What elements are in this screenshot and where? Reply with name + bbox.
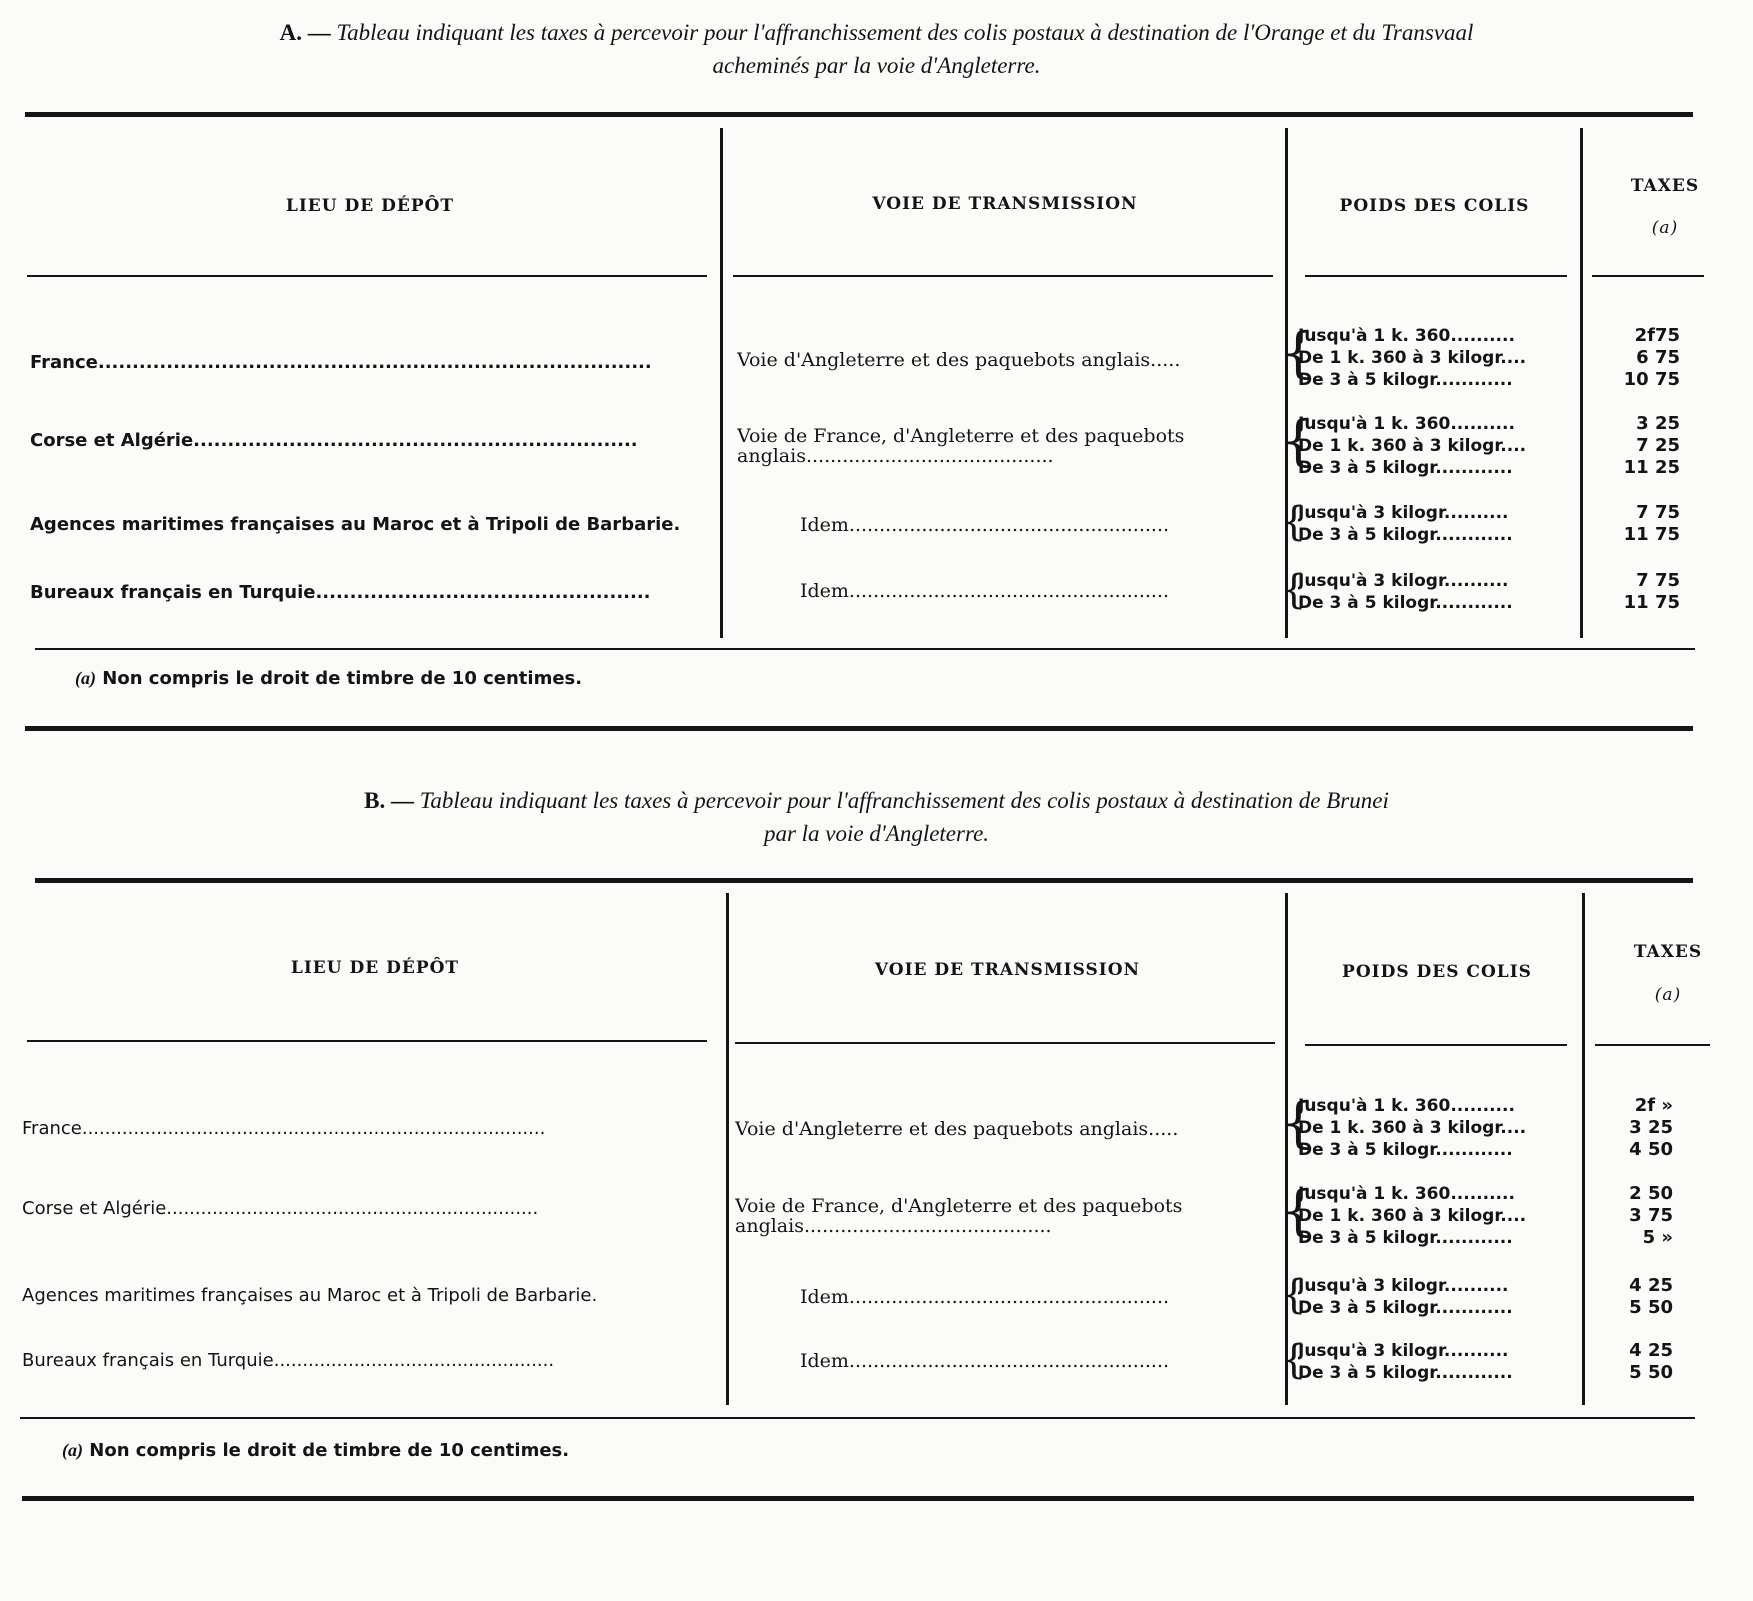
table-a-row4-lieu: Bureaux français en Turquie.................................................: [30, 582, 651, 603]
table-b-row2-poids-1: Jusqu'à 1 k. 360..........: [1298, 1184, 1515, 1204]
table-b-caption: [0, 784, 1753, 850]
table-b-row4-voie: Idem.....................................................: [800, 1350, 1170, 1372]
table-b-header-rule-4: [1595, 1044, 1710, 1046]
table-b-row2-brace: {: [1281, 1179, 1316, 1242]
table-a-footnote-text: Non compris le droit de timbre de 10 centimes.: [102, 668, 583, 689]
table-a-row2-tax-2: 7 25: [1636, 435, 1680, 456]
table-a-header-rule-3: [1305, 275, 1567, 277]
table-b-footnote-mark: (a): [62, 1440, 83, 1460]
table-a-row3-poids-2: De 3 à 5 kilogr............: [1298, 525, 1513, 545]
table-a-row3-tax-1: 7 75: [1636, 502, 1680, 523]
table-a-footnote-mark: (a): [75, 668, 96, 688]
table-a-caption: [0, 16, 1753, 82]
table-b-row4-poids-2: De 3 à 5 kilogr............: [1298, 1363, 1513, 1383]
table-b-header-poids: POIDS DES COLIS: [1342, 962, 1532, 982]
table-b-row4-brace: {: [1281, 1337, 1307, 1383]
table-b-row1-voie: Voie d'Angleterre et des paquebots anglais.....: [735, 1118, 1179, 1140]
table-a-closing-rule: [25, 726, 1693, 731]
table-b-bottom-rule: [20, 1417, 1695, 1419]
table-a-col-divider-3: [1580, 128, 1583, 638]
table-b-footnote-text: Non compris le droit de timbre de 10 centimes.: [89, 1440, 570, 1461]
table-a-row2-poids-1: Jusqu'à 1 k. 360..........: [1298, 414, 1515, 434]
table-a-row3-lieu: Agences maritimes françaises au Maroc et à Tripoli de Barbarie.: [30, 514, 681, 535]
table-b-header-taxes: TAXES: [1633, 942, 1703, 962]
table-a-row4-poids-2: De 3 à 5 kilogr............: [1298, 593, 1513, 613]
table-b-caption-line2: par la voie d'Angleterre.: [763, 821, 990, 846]
table-a-row3-voie: Idem.....................................................: [800, 514, 1170, 536]
table-a-row1-poids-2: De 1 k. 360 à 3 kilogr....: [1298, 348, 1527, 368]
table-a-header-taxes-note: (a): [1651, 218, 1679, 238]
table-a-row4-voie: Idem.....................................................: [800, 580, 1170, 602]
table-a-row1-poids-1: Jusqu'à 1 k. 360..........: [1298, 326, 1515, 346]
table-b-row2-tax-2: 3 75: [1629, 1205, 1673, 1226]
table-a-header-rule-1: [27, 275, 707, 277]
table-b-row1-poids-3: De 3 à 5 kilogr............: [1298, 1140, 1513, 1160]
table-b-row2-lieu: Corse et Algérie.................................................................: [22, 1198, 539, 1219]
table-a-header-poids: POIDS DES COLIS: [1339, 196, 1530, 216]
table-a-footnote: [75, 668, 582, 689]
table-a-row1-brace: {: [1281, 321, 1316, 384]
table-b-row4-lieu: Bureaux français en Turquie.................................................: [22, 1350, 555, 1371]
table-a-header-rule-2: [733, 275, 1273, 277]
table-a-top-rule: [25, 112, 1693, 117]
table-a-header-lieu: LIEU DE DÉPÔT: [285, 196, 455, 216]
table-b-row1-brace: {: [1281, 1091, 1316, 1154]
table-a-row3-tax-2: 11 75: [1623, 524, 1680, 545]
table-b-row1-tax-3: 4 50: [1629, 1139, 1673, 1160]
table-a-col-divider-1: [720, 128, 723, 638]
table-b-row3-lieu: Agences maritimes françaises au Maroc et à Tripoli de Barbarie.: [22, 1285, 598, 1306]
table-b-row1-poids-1: Jusqu'à 1 k. 360..........: [1298, 1096, 1515, 1116]
table-b-row2-poids-2: De 1 k. 360 à 3 kilogr....: [1298, 1206, 1527, 1226]
table-b-row1-poids-2: De 1 k. 360 à 3 kilogr....: [1298, 1118, 1527, 1138]
table-b-header-taxes-note: (a): [1654, 985, 1682, 1005]
table-a-header-rule-4: [1592, 275, 1704, 277]
table-a-row3-poids-1: Jusqu'à 3 kilogr..........: [1298, 503, 1509, 523]
table-b-letter: B. —: [364, 788, 414, 813]
table-a-row2-brace: {: [1281, 409, 1316, 472]
table-a-row4-brace: {: [1281, 567, 1307, 613]
table-b-row2-voie: Voie de France, d'Angleterre et des paquebots anglais.........................................: [735, 1196, 1183, 1237]
table-a-header-voie: VOIE DE TRANSMISSION: [872, 194, 1138, 214]
table-b-row3-voie: Idem.....................................................: [800, 1286, 1170, 1308]
table-a-header-taxes: TAXES: [1630, 176, 1700, 196]
table-a-row2-poids-2: De 1 k. 360 à 3 kilogr....: [1298, 436, 1527, 456]
table-b-row1-tax-2: 3 25: [1629, 1117, 1673, 1138]
table-a-row1-voie: Voie d'Angleterre et des paquebots anglais.....: [737, 349, 1181, 371]
table-a-row1-tax-3: 10 75: [1623, 369, 1680, 390]
table-a-row4-tax-2: 11 75: [1623, 592, 1680, 613]
table-b-col-divider-1: [726, 893, 729, 1405]
table-b-header-rule-1: [27, 1040, 707, 1042]
table-a-bottom-rule: [35, 648, 1695, 650]
table-b-footnote: [62, 1440, 569, 1461]
table-b-row3-brace: {: [1281, 1272, 1307, 1318]
table-b-row4-tax-1: 4 25: [1629, 1340, 1673, 1361]
table-a-row2-tax-3: 11 25: [1623, 457, 1680, 478]
table-b-header-rule-3: [1305, 1044, 1567, 1046]
table-a-row1-lieu: France.................................................................................: [30, 352, 652, 373]
table-b-row3-tax-2: 5 50: [1629, 1297, 1673, 1318]
table-b-row4-tax-2: 5 50: [1629, 1362, 1673, 1383]
table-a-row4-tax-1: 7 75: [1636, 570, 1680, 591]
table-a-letter: A. —: [279, 20, 331, 45]
table-a-row2-voie: Voie de France, d'Angleterre et des paquebots anglais.........................................: [737, 426, 1185, 467]
table-b-row1-tax-1: 2f »: [1634, 1095, 1673, 1116]
table-b-header-voie: VOIE DE TRANSMISSION: [874, 960, 1141, 980]
table-a-row3-brace: {: [1281, 499, 1307, 545]
table-a-row1-tax-1: 2f75: [1634, 325, 1680, 346]
table-a-row2-poids-3: De 3 à 5 kilogr............: [1298, 458, 1513, 478]
table-a-row4-poids-1: Jusqu'à 3 kilogr..........: [1298, 571, 1509, 591]
table-b-header-rule-2: [735, 1042, 1275, 1044]
table-b-closing-rule: [22, 1496, 1694, 1501]
table-b-row2-tax-1: 2 50: [1629, 1183, 1673, 1204]
table-a-row2-tax-1: 3 25: [1636, 413, 1680, 434]
table-b-row2-tax-3: 5 »: [1642, 1227, 1673, 1248]
table-b-header-lieu: LIEU DE DÉPÔT: [290, 958, 460, 978]
table-b-row2-poids-3: De 3 à 5 kilogr............: [1298, 1228, 1513, 1248]
table-a-row1-tax-2: 6 75: [1636, 347, 1680, 368]
table-b-row1-lieu: France.................................................................................: [22, 1118, 546, 1139]
table-a-row2-lieu: Corse et Algérie.................................................................: [30, 430, 638, 451]
table-b-row3-poids-1: Jusqu'à 3 kilogr..........: [1298, 1276, 1509, 1296]
table-b-row3-tax-1: 4 25: [1629, 1275, 1673, 1296]
table-b-col-divider-3: [1582, 893, 1585, 1405]
table-b-row4-poids-1: Jusqu'à 3 kilogr..........: [1298, 1341, 1509, 1361]
table-b-row3-poids-2: De 3 à 5 kilogr............: [1298, 1298, 1513, 1318]
table-b-top-rule: [35, 878, 1693, 883]
table-b-caption-line1: Tableau indiquant les taxes à percevoir pour l'affranchissement des colis postaux à destination de Brunei: [419, 788, 1389, 813]
table-a-caption-line2: acheminés par la voie d'Angleterre.: [712, 53, 1041, 78]
table-a-caption-line1: Tableau indiquant les taxes à percevoir pour l'affranchissement des colis postaux à destination de l'Orange et du Transvaal: [336, 20, 1474, 45]
table-a-row1-poids-3: De 3 à 5 kilogr............: [1298, 370, 1513, 390]
